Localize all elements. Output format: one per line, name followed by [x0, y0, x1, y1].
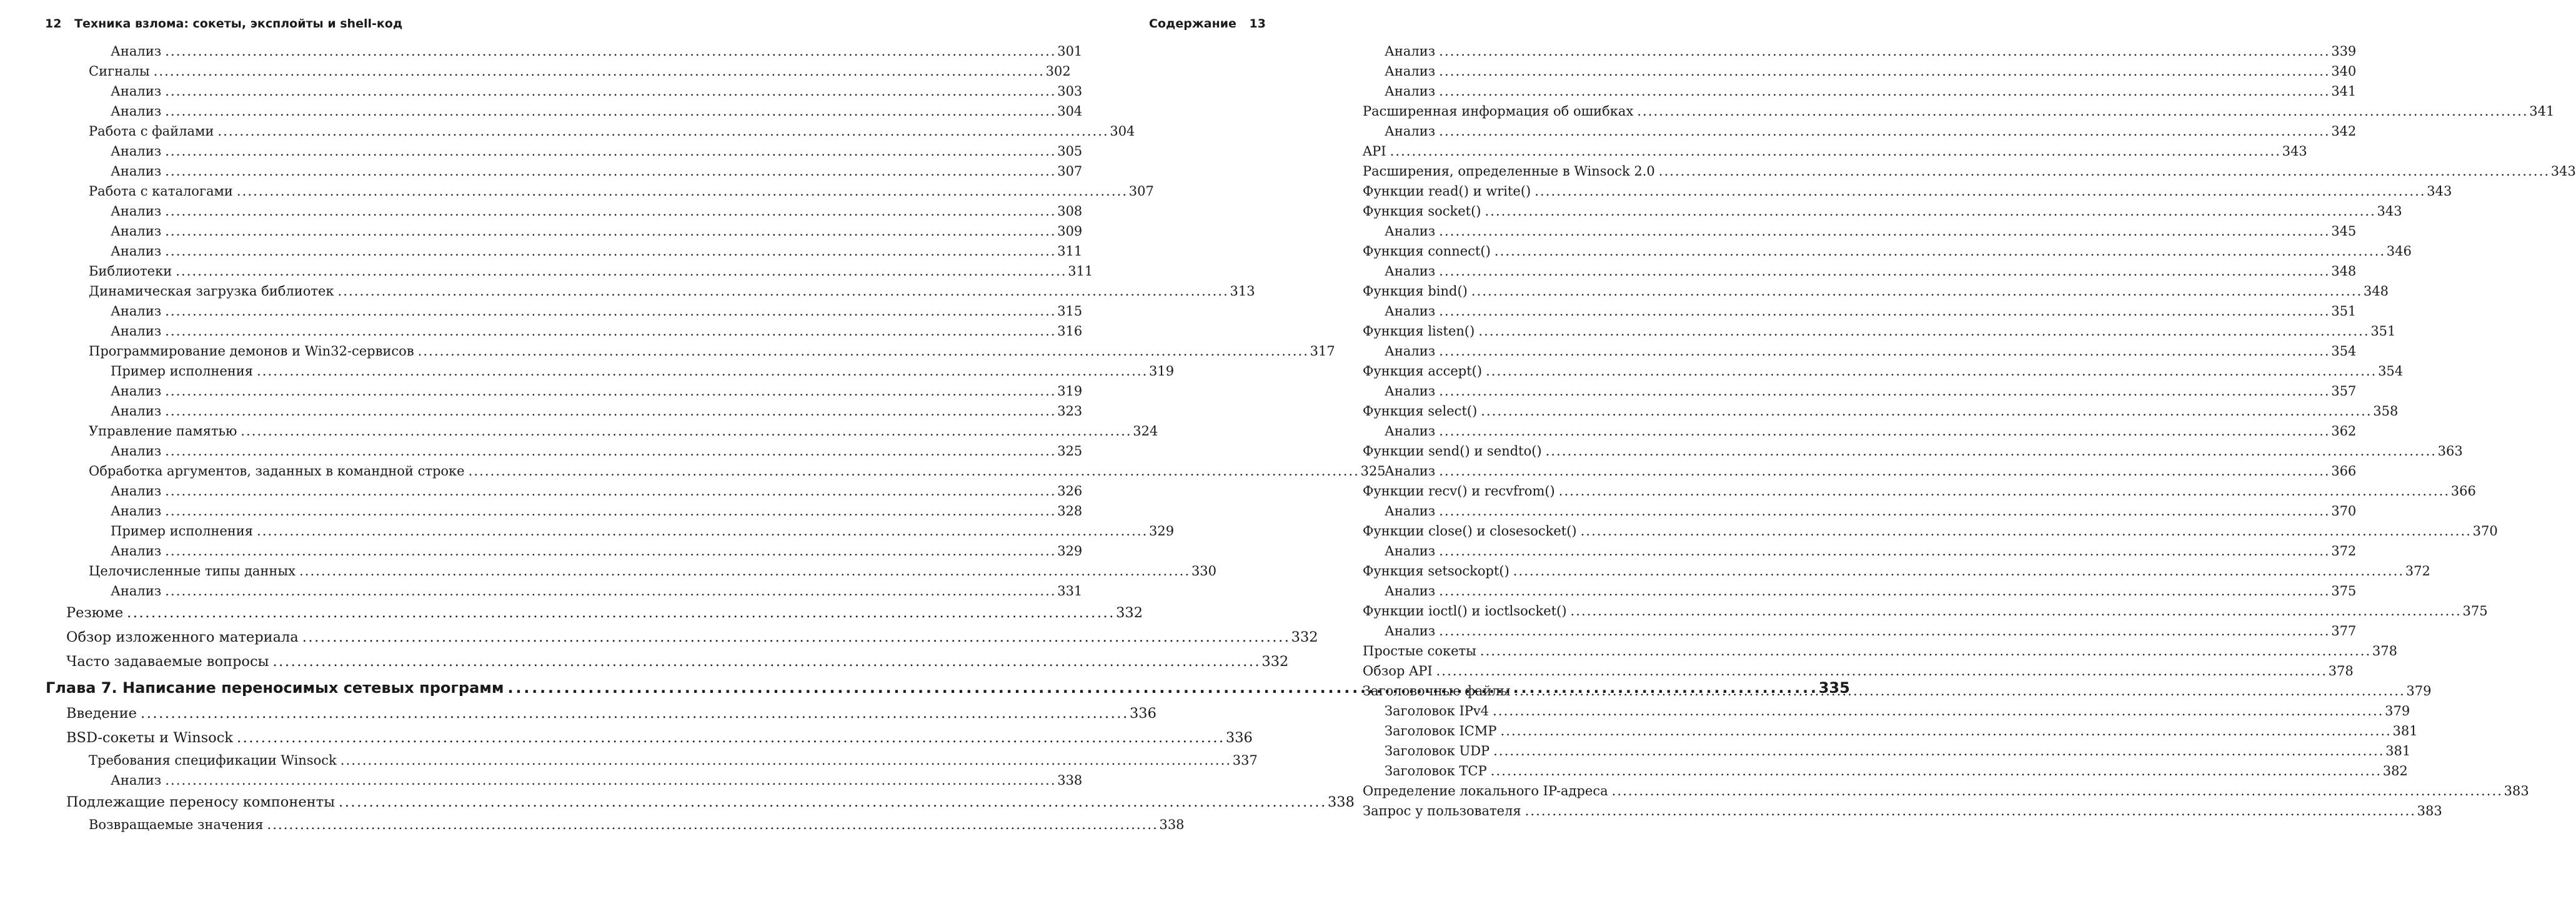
toc-entry-title: Целочисленные типы данных	[89, 564, 296, 579]
toc-entry-page: 372	[2331, 544, 2357, 559]
left-running-title: Техника взлома: сокеты, эксплойты и shell-код	[74, 17, 403, 31]
toc-entry	[66, 381, 1083, 401]
toc-entry	[1363, 181, 2452, 201]
toc-entry-title: Анализ	[111, 144, 162, 159]
toc-entry	[1363, 201, 2402, 221]
toc-dot-leader	[1480, 641, 2369, 661]
toc-entry	[1363, 521, 2498, 541]
toc-entry-title: Функции recv() и recvfrom()	[1363, 484, 1555, 499]
toc-entry-title: Анализ	[1385, 84, 1436, 99]
toc-entry-page: 381	[2385, 743, 2411, 758]
toc-entry-page: 338	[1057, 773, 1083, 788]
toc-entry	[66, 121, 1135, 141]
toc-entry-page: 375	[2331, 584, 2357, 599]
toc-entry-title: Анализ	[111, 84, 162, 99]
toc-dot-leader	[1471, 281, 2360, 301]
toc-entry	[66, 41, 1083, 61]
toc-entry-page: 326	[1057, 484, 1083, 499]
toc-entry	[66, 361, 1175, 381]
toc-entry-title: BSD-сокеты и Winsock	[66, 730, 233, 746]
toc-entry-title: Часто задаваемые вопросы	[66, 653, 269, 670]
toc-entry-title: Определение локального IP-адреса	[1363, 783, 1608, 798]
toc-dot-leader	[1439, 381, 2327, 401]
toc-entry-title: Анализ	[111, 404, 162, 419]
left-page-header	[45, 17, 402, 31]
toc-entry-title: Анализ	[111, 773, 162, 788]
toc-entry-page: 341	[2529, 104, 2555, 119]
toc-entry	[1363, 781, 2529, 801]
toc-entry-page: 325	[1057, 444, 1083, 459]
toc-entry	[66, 750, 1258, 770]
toc-entry	[1363, 481, 2476, 501]
toc-entry-page: 338	[1327, 794, 1355, 810]
toc-dot-leader	[1439, 301, 2327, 321]
toc-entry	[66, 321, 1083, 341]
toc-dot-leader	[1439, 541, 2327, 561]
toc-entry-page: 330	[1191, 564, 1217, 579]
toc-entry	[1363, 321, 2396, 341]
toc-dot-leader	[1637, 101, 2525, 121]
toc-entry-page: 325	[1360, 464, 1386, 479]
toc-entry	[1363, 621, 2357, 641]
toc-entry-page: 304	[1057, 104, 1083, 119]
toc-entry-title: Анализ	[111, 304, 162, 319]
toc-dot-leader	[1659, 161, 2547, 181]
toc-entry	[1363, 701, 2410, 721]
toc-entry	[1363, 241, 2412, 261]
toc-dot-leader	[1494, 241, 2383, 261]
toc-entry-title: Анализ	[1385, 224, 1436, 239]
toc-dot-leader	[1559, 481, 2447, 501]
toc-entry-page: 358	[2373, 404, 2399, 419]
toc-entry-page: 332	[1116, 605, 1143, 621]
toc-dot-leader	[1571, 601, 2459, 621]
toc-entry-page: 343	[2377, 204, 2402, 219]
toc-dot-leader	[1439, 41, 2327, 61]
toc-entry-page: 316	[1057, 324, 1083, 339]
toc-entry	[1363, 61, 2357, 81]
toc-entry	[1363, 301, 2357, 321]
toc-entry-title: Расширенная информация об ошибках	[1363, 104, 1634, 119]
toc-entry-title: Требования спецификации Winsock	[89, 753, 337, 768]
toc-entry-title: Функции read() и write()	[1363, 184, 1531, 199]
toc-entry-page: 340	[2331, 64, 2357, 79]
toc-dot-leader	[1612, 781, 2500, 801]
toc-entry-title: Работа с каталогами	[89, 184, 233, 199]
toc-entry-title: Введение	[66, 705, 137, 722]
toc-entry-page: 382	[2382, 763, 2408, 778]
toc-entry-title: Функция socket()	[1363, 204, 1481, 219]
toc-entry-title: Пример исполнения	[111, 364, 254, 379]
toc-entry-title: Функция select()	[1363, 404, 1478, 419]
toc-entry-page: 317	[1310, 344, 1335, 359]
toc-entry-page: 379	[2385, 703, 2410, 718]
toc-dot-leader	[1534, 181, 2423, 201]
toc-entry-page: 319	[1149, 364, 1175, 379]
toc-entry-page: 343	[2427, 184, 2452, 199]
toc-entry-title: Возвращаемые значения	[89, 817, 264, 832]
toc-entry-title: Анализ	[111, 384, 162, 399]
toc-entry	[1363, 561, 2430, 581]
toc-entry-title: Анализ	[1385, 464, 1436, 479]
toc-entry-title: Динамическая загрузка библиотек	[89, 284, 334, 299]
toc-dot-leader	[1390, 141, 2279, 161]
toc-entry	[66, 401, 1083, 421]
toc-entry-page: 366	[2331, 464, 2357, 479]
toc-entry	[66, 61, 1071, 81]
toc-entry-page: 381	[2392, 723, 2418, 738]
toc-entry-page: 345	[2331, 224, 2357, 239]
toc-entry-page: 313	[1230, 284, 1255, 299]
toc-dot-leader	[1439, 501, 2327, 521]
toc-entry-title: Анализ	[1385, 384, 1436, 399]
toc-entry	[66, 770, 1083, 790]
toc-entry	[66, 81, 1083, 101]
toc-entry-title: Анализ	[1385, 544, 1436, 559]
toc-entry	[1363, 221, 2357, 241]
toc-entry-page: 336	[1129, 705, 1156, 722]
toc-entry	[66, 161, 1083, 181]
right-page-header	[1149, 17, 1266, 31]
toc-dot-leader	[1491, 761, 2379, 781]
toc-entry-title: Функция setsockopt()	[1363, 564, 1509, 579]
toc-entry	[1363, 341, 2357, 361]
toc-entry-page: 348	[2331, 264, 2357, 279]
toc-entry-page: 331	[1057, 584, 1083, 599]
toc-entry-page: 343	[2282, 144, 2307, 159]
toc-entry	[1363, 601, 2488, 621]
toc-entry-page: 378	[2372, 643, 2397, 658]
toc-entry-page: 346	[2386, 244, 2412, 259]
toc-dot-leader	[1439, 461, 2327, 481]
toc-dot-leader	[1514, 681, 2402, 701]
toc-entry-page: 339	[2331, 44, 2357, 59]
toc-entry	[1363, 681, 2432, 701]
toc-entry-page: 329	[1149, 524, 1175, 539]
toc-entry-title: Анализ	[1385, 124, 1436, 139]
right-toc	[1360, 41, 2576, 821]
toc-entry-title: Анализ	[1385, 64, 1436, 79]
toc-entry	[66, 281, 1255, 301]
toc-dot-leader	[1493, 701, 2381, 721]
toc-entry-title: Программирование демонов и Win32-сервисов	[89, 344, 414, 359]
toc-entry-page: 377	[2331, 623, 2357, 638]
toc-entry-title: Пример исполнения	[111, 524, 254, 539]
toc-dot-leader	[1501, 721, 2389, 741]
toc-entry-page: 343	[2550, 164, 2576, 179]
toc-entry-title: Анализ	[1385, 44, 1436, 59]
toc-dot-leader	[1439, 61, 2327, 81]
toc-entry-page: 341	[2331, 84, 2357, 99]
toc-entry-title: Анализ	[111, 204, 162, 219]
toc-entry-page: 351	[2370, 324, 2396, 339]
toc-dot-leader	[1546, 441, 2434, 461]
toc-entry-page: 332	[1261, 653, 1289, 670]
toc-entry-page: 354	[2378, 364, 2404, 379]
toc-entry-title: Анализ	[1385, 504, 1436, 519]
toc-dot-leader	[1439, 221, 2327, 241]
toc-entry	[66, 241, 1083, 261]
toc-entry-title: Функции ioctl() и ioctlsocket()	[1363, 603, 1567, 618]
toc-dot-leader	[1485, 201, 2374, 221]
toc-dot-leader	[1439, 421, 2327, 441]
toc-entry-page: 309	[1057, 224, 1083, 239]
toc-entry	[66, 441, 1083, 461]
toc-entry	[1363, 81, 2357, 101]
toc-entry-page: 329	[1057, 544, 1083, 559]
toc-entry	[66, 650, 1289, 674]
toc-entry-title: Анализ	[111, 324, 162, 339]
toc-entry-page: 302	[1045, 64, 1071, 79]
toc-entry	[66, 790, 1355, 815]
toc-entry	[1363, 261, 2357, 281]
toc-entry-page: 308	[1057, 204, 1083, 219]
toc-entry	[1363, 361, 2404, 381]
toc-entry-title: Анализ	[1385, 584, 1436, 599]
toc-entry	[66, 815, 1185, 835]
toc-entry-title: Простые сокеты	[1363, 643, 1476, 658]
toc-entry	[1363, 721, 2418, 741]
left-page-number: 12	[45, 17, 62, 31]
toc-entry-title: Резюме	[66, 605, 124, 621]
toc-entry-title: Заголовок ICMP	[1385, 723, 1497, 738]
toc-dot-leader	[1439, 581, 2327, 601]
toc-entry-page: 354	[2331, 344, 2357, 359]
toc-entry	[66, 261, 1093, 281]
toc-entry-page: 303	[1057, 84, 1083, 99]
toc-entry-title: Анализ	[111, 104, 162, 119]
toc-entry	[1363, 501, 2357, 521]
toc-entry-page: 375	[2462, 603, 2488, 618]
toc-entry	[1363, 441, 2463, 461]
toc-entry-page: 362	[2331, 424, 2357, 439]
toc-dot-leader	[1493, 741, 2382, 761]
toc-entry-title: Управление памятью	[89, 424, 237, 439]
toc-entry	[1363, 641, 2397, 661]
toc-entry-title: Анализ	[111, 504, 162, 519]
toc-entry-page: 372	[2405, 564, 2430, 579]
right-running-title: Содержание	[1149, 17, 1236, 31]
toc-entry-title: Анализ	[111, 164, 162, 179]
toc-entry-page: 335	[1818, 679, 1850, 697]
toc-entry-page: 370	[2331, 504, 2357, 519]
toc-entry-title: Обработка аргументов, заданных в командной строке	[89, 464, 465, 479]
toc-entry-title: Анализ	[1385, 304, 1436, 319]
toc-entry-page: 336	[1225, 730, 1253, 746]
toc-entry-page: 332	[1291, 629, 1318, 645]
toc-entry-title: Расширения, определенные в Winsock 2.0	[1363, 164, 1655, 179]
toc-entry-page: 301	[1057, 44, 1083, 59]
toc-dot-leader	[1486, 361, 2374, 381]
toc-dot-leader	[1478, 321, 2367, 341]
toc-entry	[66, 561, 1217, 581]
toc-entry	[66, 702, 1156, 726]
toc-entry-title: Анализ	[111, 544, 162, 559]
toc-entry-page: 328	[1057, 504, 1083, 519]
toc-dot-leader	[1439, 261, 2327, 281]
toc-entry-page: 357	[2331, 384, 2357, 399]
toc-entry-page: 338	[1159, 817, 1185, 832]
toc-entry-title: Библиотеки	[89, 264, 172, 279]
toc-entry	[1363, 41, 2357, 61]
toc-entry-title: Работа с файлами	[89, 124, 214, 139]
toc-entry-page: 311	[1057, 244, 1083, 259]
toc-entry-page: 307	[1057, 164, 1083, 179]
toc-entry	[66, 625, 1318, 650]
toc-entry	[66, 301, 1083, 321]
toc-entry-title: Функция accept()	[1363, 364, 1483, 379]
toc-entry	[1363, 101, 2555, 121]
toc-entry	[66, 481, 1083, 501]
toc-dot-leader	[1439, 81, 2327, 101]
toc-entry-title: Анализ	[111, 44, 162, 59]
toc-entry-title: Функция bind()	[1363, 284, 1468, 299]
toc-entry	[1363, 541, 2357, 561]
toc-entry-title: Функции close() и closesocket()	[1363, 524, 1577, 539]
toc-entry-title: Заголовок TCP	[1385, 763, 1487, 778]
toc-entry-page: 366	[2450, 484, 2476, 499]
toc-entry-title: Анализ	[1385, 344, 1436, 359]
toc-dot-leader	[1481, 401, 2369, 421]
toc-entry	[66, 201, 1083, 221]
toc-entry-title: Глава 7. Написание переносимых сетевых программ	[46, 679, 504, 697]
toc-entry-title: Обзор API	[1363, 663, 1433, 678]
toc-entry	[66, 141, 1083, 161]
toc-dot-leader	[1439, 621, 2327, 641]
toc-entry-page: 324	[1133, 424, 1158, 439]
toc-entry	[1363, 121, 2357, 141]
toc-entry-page: 351	[2331, 304, 2357, 319]
toc-entry-title: Анализ	[111, 244, 162, 259]
toc-entry-title: Запрос у пользователя	[1363, 803, 1521, 818]
toc-entry-page: 342	[2331, 124, 2357, 139]
toc-entry	[66, 101, 1083, 121]
toc-entry-page: 348	[2363, 284, 2389, 299]
toc-entry-title: Анализ	[1385, 264, 1436, 279]
toc-entry	[66, 521, 1175, 541]
toc-entry-page: 337	[1232, 753, 1258, 768]
toc-entry	[1363, 421, 2357, 441]
toc-entry	[1363, 661, 2354, 681]
toc-entry-page: 315	[1057, 304, 1083, 319]
toc-entry	[66, 181, 1154, 201]
toc-entry-title: Анализ	[1385, 623, 1436, 638]
toc-entry-page: 363	[2437, 444, 2463, 459]
toc-entry-page: 319	[1057, 384, 1083, 399]
toc-entry-page: 379	[2406, 683, 2432, 698]
toc-entry-title: Подлежащие переносу компоненты	[66, 794, 336, 810]
toc-entry-title: Функции send() и sendto()	[1363, 444, 1542, 459]
toc-entry-title: Анализ	[111, 584, 162, 599]
toc-entry	[66, 421, 1158, 441]
toc-entry	[66, 601, 1143, 625]
toc-entry-page: 307	[1128, 184, 1154, 199]
toc-entry	[1363, 161, 2576, 181]
toc-entry-title: Анализ	[111, 484, 162, 499]
toc-dot-leader	[1439, 341, 2327, 361]
toc-entry-title: Анализ	[111, 224, 162, 239]
toc-entry-page: 311	[1068, 264, 1093, 279]
toc-entry-title: Заголовочные файлы	[1363, 683, 1511, 698]
toc-entry-title: Функция listen()	[1363, 324, 1475, 339]
toc-entry	[1363, 761, 2408, 781]
toc-entry-page: 370	[2472, 524, 2498, 539]
toc-entry-page: 378	[2328, 663, 2354, 678]
toc-entry-page: 383	[2504, 783, 2529, 798]
toc-entry-page: 383	[2417, 803, 2442, 818]
toc-entry-title: Заголовок IPv4	[1385, 703, 1489, 718]
toc-entry	[1363, 801, 2442, 821]
toc-entry	[1363, 281, 2389, 301]
toc-entry	[66, 581, 1083, 601]
toc-entry	[66, 341, 1335, 361]
toc-entry-title: Анализ	[111, 444, 162, 459]
toc-entry	[1363, 741, 2411, 761]
toc-entry	[66, 726, 1253, 750]
toc-entry-title: Анализ	[1385, 424, 1436, 439]
toc-entry	[1360, 461, 2357, 481]
toc-entry-page: 323	[1057, 404, 1083, 419]
toc-entry	[66, 501, 1083, 521]
toc-entry-title: Заголовок UDP	[1385, 743, 1490, 758]
toc-entry-title: Сигналы	[89, 64, 150, 79]
toc-entry	[1363, 401, 2399, 421]
toc-entry-title: Функция connect()	[1363, 244, 1491, 259]
toc-dot-leader	[1436, 661, 2325, 681]
toc-entry	[1363, 381, 2357, 401]
toc-entry-title: API	[1363, 144, 1386, 159]
toc-entry	[66, 541, 1083, 561]
toc-dot-leader	[1513, 561, 2402, 581]
toc-dot-leader	[1439, 121, 2327, 141]
toc-entry	[66, 221, 1083, 241]
toc-entry-title: Обзор изложенного материала	[66, 629, 299, 645]
toc-dot-leader	[1581, 521, 2469, 541]
toc-entry	[1363, 581, 2357, 601]
right-page-number: 13	[1249, 17, 1266, 31]
toc-dot-leader	[1525, 801, 2414, 821]
toc-entry	[66, 461, 1386, 481]
toc-entry	[1363, 141, 2307, 161]
toc-entry-page: 305	[1057, 144, 1083, 159]
toc-entry-page: 304	[1110, 124, 1135, 139]
